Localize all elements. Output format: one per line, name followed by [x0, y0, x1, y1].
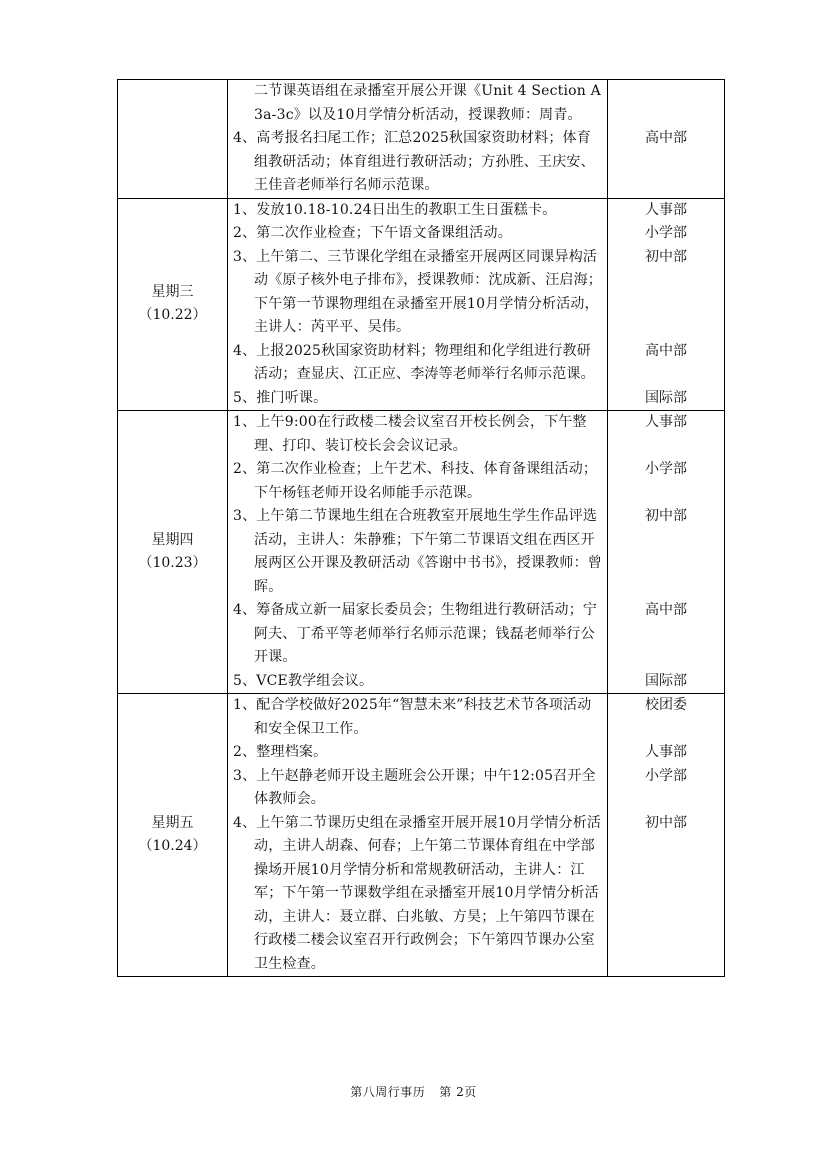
date-label: （10.22） — [138, 307, 207, 324]
department-label: 人事部 — [645, 414, 687, 430]
department-block — [608, 741, 724, 765]
activity-item: 5、推门听课。 — [233, 389, 328, 406]
schedule-table — [117, 79, 725, 977]
department-block — [608, 222, 724, 246]
department-block — [608, 505, 724, 599]
department-label: 高中部 — [645, 130, 687, 146]
department-label: 初中部 — [645, 508, 687, 524]
activity-item: 2、第二次作业检查；上午艺术、科技、体育备课组活动；下午杨钰老师开设名师能手示范课。 — [233, 461, 598, 501]
activity-item: 1、上午9:00在行政楼二楼会议室召开校长例会，下午整理、打印、装订校长会会议记录。 — [233, 414, 587, 454]
day-cell — [118, 80, 228, 199]
department-block — [608, 812, 724, 977]
schedule-row — [118, 411, 725, 694]
department-block — [608, 80, 724, 127]
date-label: （10.23） — [138, 555, 207, 571]
department-block — [608, 387, 724, 411]
department-block — [608, 599, 724, 670]
department-label: 人事部 — [645, 744, 687, 760]
activities-cell — [228, 80, 608, 199]
activity-item: 二节课英语组在录播室开展公开课《Unit 4 Section A 3a-3c》以及10月学情分析活动，授课教师：周青。 — [254, 83, 601, 123]
page-footer — [0, 1083, 827, 1100]
day-cell — [118, 411, 228, 694]
departments-cell — [608, 198, 725, 411]
department-block — [608, 246, 724, 340]
department-block — [608, 458, 724, 505]
department-label: 人事部 — [645, 201, 687, 218]
activity-item: 3、上午赵静老师开设主题班会公开课；中午12:05召开全体教师会。 — [233, 767, 596, 807]
weekday-label: 星期四 — [151, 531, 194, 548]
activity-item: 1、发放10.18-10.24日出生的教职工生日蛋糕卡。 — [233, 201, 557, 218]
schedule-row — [118, 694, 725, 977]
activity-item: 5、VCE教学组会议。 — [233, 672, 374, 689]
department-block — [608, 340, 724, 387]
activity-item: 2、第二次作业检查；下午语文备课组活动。 — [233, 225, 512, 241]
departments-cell — [608, 694, 725, 977]
department-block — [608, 694, 724, 741]
department-label: 小学部 — [645, 225, 687, 241]
department-label: 高中部 — [645, 602, 687, 618]
activity-item: 4、筹备成立新一届家长委员会；生物组进行教研活动；宁阿夫、丁希平等老师举行名师示范课；钱磊老师举行公开课。 — [233, 602, 598, 665]
department-label: 国际部 — [645, 672, 687, 689]
schedule-row — [118, 198, 725, 411]
activity-item: 4、高考报名扫尾工作；汇总2025秋国家资助材料；体育组教研活动；体育组进行教研活动；方孙胜、王庆安、王佳音老师举行名师示范课。 — [233, 130, 595, 193]
departments-cell — [608, 80, 725, 199]
department-block — [608, 765, 724, 812]
schedule-row — [118, 80, 725, 199]
activity-item: 4、上午第二节课历史组在录播室开展开展10月学情分析活动，主讲人胡森、何春；上午第二节课体育组在中学部操场开展10月学情分析和常规教研活动，主讲人：江军；下午第一节课数学组在录播室开展10月学情分析活动，主讲人：聂立群、白兆敏、方昊；上午第四节课在行政楼二楼会议室召开行政例会；下午第四节课办公室卫生检查。 — [233, 814, 602, 972]
date-label: （10.24） — [138, 838, 207, 854]
department-label: 国际部 — [645, 389, 687, 406]
activity-item: 4、上报2025秋国家资助材料；物理组和化学组进行教研活动；查显庆、江正应、李涛等老师举行名师示范课。 — [233, 342, 595, 382]
footer-title: 第八周行事历 — [350, 1085, 426, 1099]
department-label: 高中部 — [645, 342, 687, 359]
day-cell — [118, 198, 228, 411]
department-block — [608, 411, 724, 458]
schedule-body — [118, 80, 725, 977]
department-block — [608, 127, 724, 198]
department-label: 初中部 — [645, 248, 687, 265]
activities-cell — [228, 694, 608, 977]
activities-cell — [228, 198, 608, 411]
footer-page-number: 第 2页 — [439, 1085, 477, 1099]
department-label: 校团委 — [645, 697, 687, 713]
activity-item: 1、配合学校做好2025年“智慧未来”科技艺术节各项活动和安全保卫工作。 — [233, 697, 592, 737]
activity-item: 2、整理档案。 — [233, 744, 328, 760]
activities-cell — [228, 411, 608, 694]
weekday-label: 星期五 — [151, 814, 194, 831]
department-block — [608, 199, 724, 223]
department-label: 小学部 — [645, 461, 687, 477]
day-cell — [118, 694, 228, 977]
weekday-label: 星期三 — [151, 283, 194, 300]
department-label: 初中部 — [645, 814, 687, 831]
department-block — [608, 670, 724, 694]
activity-item: 3、上午第二、三节课化学组在录播室开展两区同课异构活动《原子核外电子排布》，授课教师：沈成新、汪启海；下午第一节课物理组在录播室开展10月学情分析活动，主讲人：芮平平、吴伟。 — [233, 248, 602, 335]
department-label: 小学部 — [645, 767, 687, 784]
departments-cell — [608, 411, 725, 694]
activity-item: 3、上午第二节课地生组在合班教室开展地生学生作品评选活动，主讲人：朱静雅；下午第二节课语文组在西区开展两区公开课及教研活动《答谢中书书》，授课教师：曾晖。 — [233, 508, 602, 595]
